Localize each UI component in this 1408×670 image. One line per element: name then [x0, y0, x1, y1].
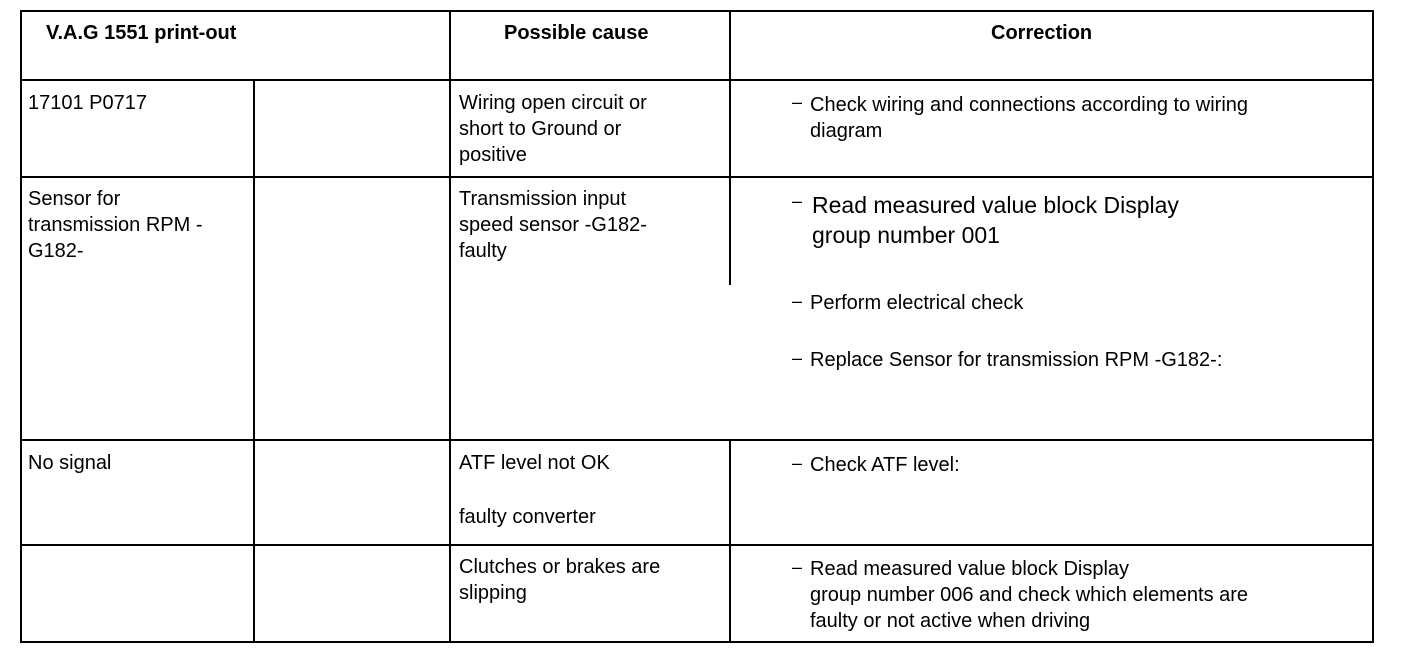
row1-correction-dash: –: [792, 92, 803, 112]
row3-code: No signal: [28, 452, 112, 474]
row4-cause: Clutches or brakes are slipping: [459, 556, 661, 604]
header-correction: Correction: [991, 22, 1093, 44]
row2-correction-dash-3: –: [792, 348, 803, 368]
header-possible-cause: Possible cause: [504, 22, 649, 44]
row3-cause-2: faulty converter: [459, 506, 596, 528]
header-printout: V.A.G 1551 print-out: [46, 22, 237, 44]
row4-correction-dash: –: [792, 557, 803, 577]
row3-correction-dash: –: [792, 453, 803, 473]
row3-cause-1: ATF level not OK: [459, 452, 610, 474]
row2-correction-3: Replace Sensor for transmission RPM -G182-:: [810, 349, 1223, 371]
row2-correction-1: Read measured value block Display group number 001: [812, 192, 1179, 248]
row2-code: Sensor for transmission RPM - G182-: [28, 188, 203, 262]
row1-correction-1: Check wiring and connections according to wiring diagram: [810, 94, 1249, 142]
row2-correction-dash-1: –: [792, 191, 803, 211]
row2-cause: Transmission input speed sensor -G182- faulty: [459, 188, 647, 262]
row1-code: 17101 P0717: [28, 92, 148, 114]
row3-correction-1: Check ATF level:: [810, 454, 960, 476]
row2-correction-dash-2: –: [792, 291, 803, 311]
row1-cause: Wiring open circuit or short to Ground or positive: [459, 92, 647, 166]
row2-correction-2: Perform electrical check: [810, 292, 1024, 314]
row4-correction-1: Read measured value block Display group number 006 and check which elements are faulty or not active when driving: [810, 558, 1249, 632]
